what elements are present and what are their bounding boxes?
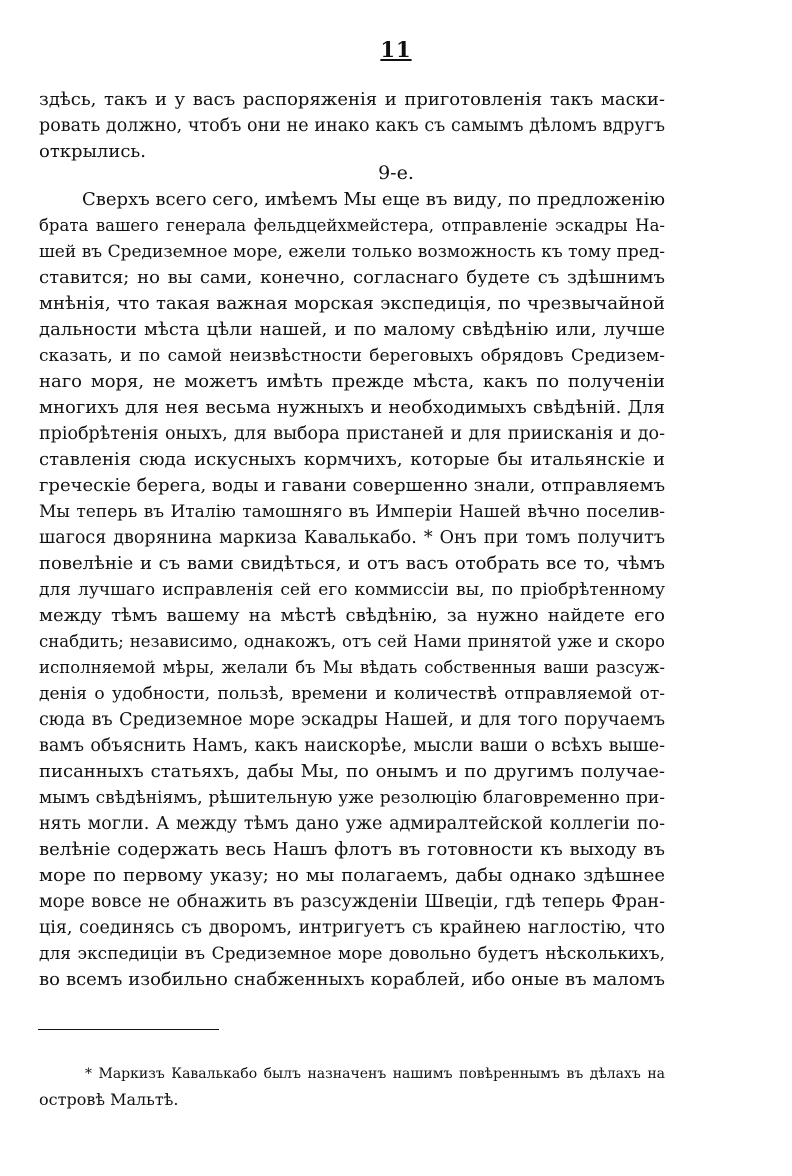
text-line: шей въ Средиземное море, ежели только возможность къ тому пред- [39,242,665,262]
text-line: денія о удобности, пользѣ, времени и количествѣ отправляемой от- [39,684,665,704]
text-line: дальности мѣста цѣли нашей, и по малому свѣдѣнію или, лучше [39,319,665,340]
text-line: Сверхъ всего сего, имѣемъ Мы еще въ виду, по предложенію [82,189,665,210]
text-line: брата вашего генерала фельдцейхмейстера, отправленіе эскадры На- [39,216,665,235]
footnote-line: * Маркизъ Кавалькабо былъ назначенъ нашимъ повѣреннымъ въ дѣлахъ на [85,1066,665,1082]
text-line: снабдить; независимо, однакожъ, отъ сей Нами принятой уже и скоро [39,632,665,651]
text-line: греческіе берега, воды и гавани совершенно знали, отправляемъ [39,475,665,496]
text-line: мымъ свѣдѣніямъ, рѣшительную уже резолюцію благовременно при- [39,788,665,808]
text-line: сказать, и по самой неизвѣстности береговыхъ обрядовъ Средизем- [39,346,665,366]
text-line: велѣніе содержать весь Нашъ флотъ въ готовности къ выходу въ [39,839,665,860]
page-number: 11 [380,37,412,62]
text-line: писанныхъ статьяхъ, дабы Мы, по онымъ и по другимъ получае- [39,761,665,782]
text-line: для лучшаго исправленія сей его коммиссіи вы, по пріобрѣтенному [39,580,665,600]
footnote-line: островѣ Мальтѣ. [39,1090,179,1109]
text-line: во всемъ изобильно снабженныхъ кораблей, ибо оные въ маломъ [39,969,665,990]
text-line: море вовсе не обнажить въ разсужденіи Швеціи, гдѣ теперь Фран- [39,892,665,912]
text-line: повелѣніе и съ вами свидѣться, и отъ васъ отобрать все то, чѣмъ [39,553,665,574]
text-line: ція, соединясь съ дворомъ, интригуетъ съ крайнею наглостію, что [39,918,665,938]
text-line: Мы теперь въ Италію тамошняго въ Имперіи Нашей вѣчно поселив- [39,502,665,522]
text-line: шагося дворянина маркиза Кавалькабо. * Онъ при томъ получитъ [39,528,665,548]
text-line: ставленія сюда искусныхъ кормчихъ, которые бы итальянскіе и [39,449,665,470]
text-line: ровать должно, чтобъ они не инако какъ съ самымъ дѣломъ вдругъ [39,116,665,136]
text-line: многихъ для нея весьма нужныхъ и необходимыхъ свѣдѣній. Для [39,397,665,418]
text-line: пріобрѣтенія оныхъ, для выбора пристаней и для приисканія и до- [39,424,665,444]
text-line: открылись. [39,141,146,162]
footnote-divider [38,1029,219,1030]
text-line: здѣсь, такъ и у васъ распоряженія и приготовленія такъ маски- [39,89,665,110]
text-line: сюда въ Средиземное море эскадры Нашей, и для того поручаемъ [39,710,665,730]
text-line: море по первому указу; но мы полагаемъ, дабы однако здѣшнее [39,865,665,886]
text-line: между тѣмъ вашему на мѣстѣ свѣдѣнію, за нужно найдете его [39,605,665,626]
section-heading: 9-е. [378,162,414,184]
text-line: наго моря, не можетъ имѣть прежде мѣста, какъ по полученіи [39,371,665,392]
text-line: нять могли. А между тѣмъ дано уже адмиралтейской коллегіи по- [39,814,665,834]
text-line: вамъ объяснить Намъ, какъ наискорѣе, мысли ваши о всѣхъ выше- [39,736,665,756]
text-line: ставится; но вы сами, конечно, согласнаго будете съ здѣшнимъ [39,267,665,288]
text-line: мнѣнія, что такая важная морская экспедиція, по чрезвычайной [39,293,665,314]
text-line: исполняемой мѣры, желали бъ Мы вѣдать собственныя ваши разсуж- [39,658,665,677]
text-line: для экспедиціи въ Средиземное море довольно будетъ нѣсколькихъ, [39,944,665,964]
